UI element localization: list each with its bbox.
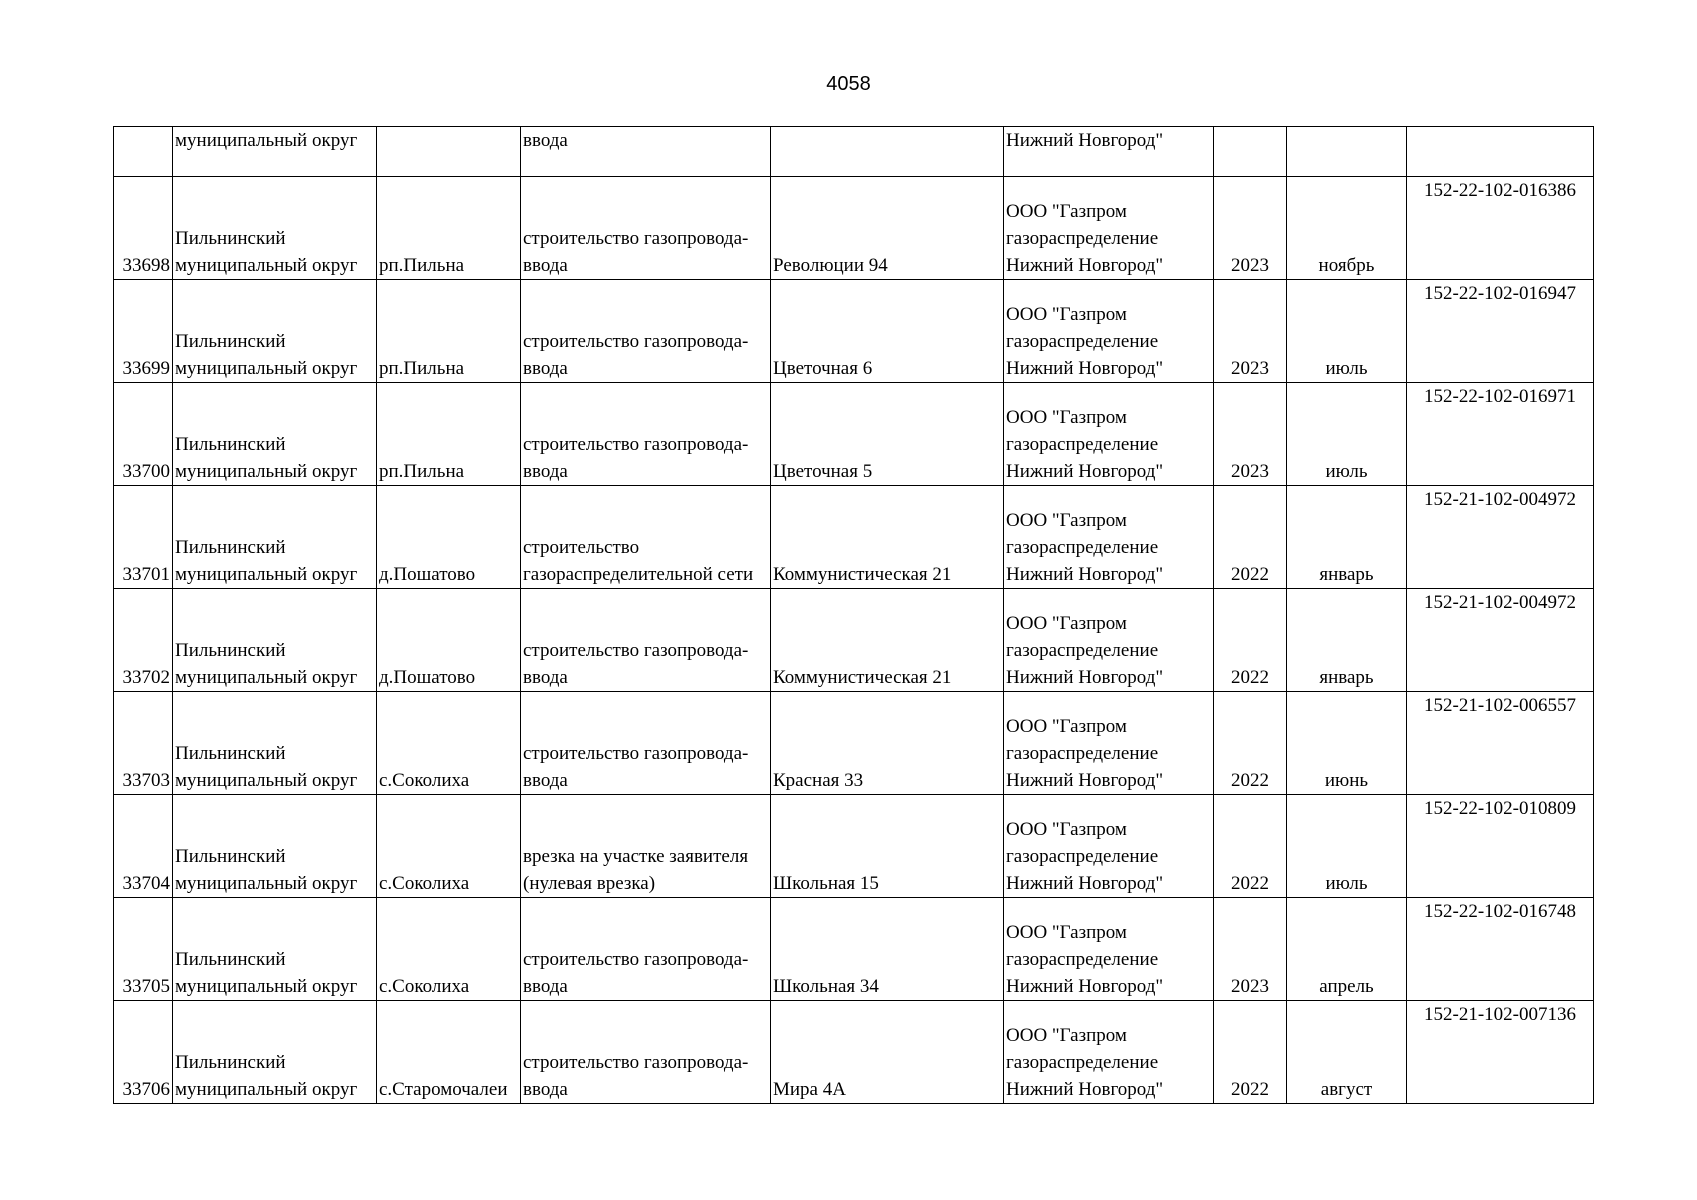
work-type-line-1: врезка на участке заявителя — [523, 846, 749, 867]
cell-district — [173, 280, 377, 383]
application-code: 152-21-102-004972 — [1424, 592, 1576, 613]
cell-code — [1407, 486, 1594, 589]
work-type-line-1: строительство газопровода- — [523, 434, 749, 455]
cell-year — [1214, 589, 1287, 692]
cell-district: муниципальный округ — [173, 127, 377, 177]
cell-month — [1287, 177, 1407, 280]
district-type: муниципальный округ — [175, 564, 358, 585]
cell-number — [114, 898, 173, 1001]
cell-settlement — [377, 589, 521, 692]
district-type: муниципальный округ — [175, 667, 358, 688]
district-type: муниципальный округ — [175, 976, 358, 997]
cell-code — [1407, 692, 1594, 795]
cell-district — [173, 795, 377, 898]
cell-number — [114, 795, 173, 898]
month-text: июль — [1325, 873, 1368, 894]
registry-table — [113, 126, 1594, 1104]
district-name: Пильнинский — [175, 640, 286, 661]
work-type-line-2: (нулевая врезка) — [523, 873, 656, 894]
org-line-3: Нижний Новгород" — [1006, 461, 1164, 482]
org-line-1: ООО "Газпром — [1006, 716, 1127, 737]
year-text: 2022 — [1231, 770, 1269, 791]
cell-settlement — [377, 486, 521, 589]
district-name: Пильнинский — [175, 537, 286, 558]
cell-settlement — [377, 898, 521, 1001]
cell-settlement — [377, 127, 521, 177]
cell-work-type — [521, 692, 771, 795]
cell-organization — [1004, 692, 1214, 795]
address-text: Коммунистическая 21 — [773, 667, 952, 688]
district-type: муниципальный округ — [175, 1079, 358, 1100]
cell-number — [114, 383, 173, 486]
org-line-3: Нижний Новгород" — [1006, 770, 1164, 791]
cell-month — [1287, 280, 1407, 383]
cell-month — [1287, 589, 1407, 692]
table-row — [114, 280, 1594, 383]
cell-number — [114, 1001, 173, 1104]
settlement-name: д.Пошатово — [379, 564, 476, 585]
cell-address — [771, 898, 1004, 1001]
org-line-1: ООО "Газпром — [1006, 201, 1127, 222]
work-type-line-2: газораспределительной сети — [523, 564, 754, 585]
application-code: 152-21-102-007136 — [1424, 1004, 1576, 1025]
month-text: июль — [1325, 358, 1368, 379]
cell-district — [173, 177, 377, 280]
cell-month — [1287, 486, 1407, 589]
table-row — [114, 383, 1594, 486]
cell-year — [1214, 692, 1287, 795]
settlement-name: с.Старомочалеи — [379, 1079, 508, 1100]
year-text: 2023 — [1231, 358, 1269, 379]
cell-number — [114, 280, 173, 383]
cell-month — [1287, 795, 1407, 898]
address-text: Цветочная 5 — [773, 461, 873, 482]
district-name: Пильнинский — [175, 331, 286, 352]
address-text: Коммунистическая 21 — [773, 564, 952, 585]
cell-district — [173, 898, 377, 1001]
org-line-1: ООО "Газпром — [1006, 407, 1127, 428]
month-text: июнь — [1324, 770, 1369, 791]
table-row — [114, 692, 1594, 795]
district-type: муниципальный округ — [175, 770, 358, 791]
work-type-line-2: ввода — [523, 461, 568, 482]
settlement-name: рп.Пильна — [379, 461, 465, 482]
table-row — [114, 486, 1594, 589]
month-text: январь — [1319, 564, 1374, 585]
district-type: муниципальный округ — [175, 873, 358, 894]
cell-month — [1287, 383, 1407, 486]
cell-year — [1214, 177, 1287, 280]
org-line-1: ООО "Газпром — [1006, 304, 1127, 325]
org-line-2: газораспределение — [1006, 228, 1159, 249]
settlement-name: рп.Пильна — [379, 255, 465, 276]
table-row — [114, 1001, 1594, 1104]
cell-address — [771, 383, 1004, 486]
cell-month — [1287, 692, 1407, 795]
org-line-3: Нижний Новгород" — [1006, 564, 1164, 585]
org-line-1: ООО "Газпром — [1006, 1025, 1127, 1046]
district-type: муниципальный округ — [175, 255, 358, 276]
district-name: Пильнинский — [175, 743, 286, 764]
year-text: 2022 — [1231, 873, 1269, 894]
application-code: 152-21-102-006557 — [1424, 695, 1576, 716]
cell-work-type — [521, 898, 771, 1001]
application-code: 152-22-102-016947 — [1424, 283, 1576, 304]
cell-district — [173, 383, 377, 486]
cell-district — [173, 692, 377, 795]
cell-address — [771, 280, 1004, 383]
cell-organization — [1004, 898, 1214, 1001]
table-body — [114, 127, 1594, 1104]
org-line-2: газораспределение — [1006, 743, 1159, 764]
year-text: 2023 — [1231, 976, 1269, 997]
org-line-1: ООО "Газпром — [1006, 613, 1127, 634]
cell-year — [1214, 1001, 1287, 1104]
month-text: ноябрь — [1318, 255, 1375, 276]
district-type: муниципальный округ — [175, 358, 358, 379]
cell-work-type — [521, 1001, 771, 1104]
row-number: 33699 — [122, 358, 170, 379]
page-number: 4058 — [826, 73, 871, 95]
cell-code — [1407, 383, 1594, 486]
settlement-name: с.Соколиха — [379, 873, 470, 894]
org-line-3: Нижний Новгород" — [1006, 976, 1164, 997]
district-name: Пильнинский — [175, 434, 286, 455]
cell-code — [1407, 795, 1594, 898]
cell-year — [1214, 280, 1287, 383]
cell-work-type — [521, 486, 771, 589]
cell-district — [173, 486, 377, 589]
district-type: муниципальный округ — [175, 461, 358, 482]
application-code: 152-22-102-016748 — [1424, 901, 1576, 922]
work-type-line-2: ввода — [523, 255, 568, 276]
table-row — [114, 177, 1594, 280]
settlement-name: д.Пошатово — [379, 667, 476, 688]
org-line-3: Нижний Новгород" — [1006, 667, 1164, 688]
month-text: апрель — [1319, 976, 1374, 997]
org-line-2: газораспределение — [1006, 434, 1159, 455]
org-line-3: Нижний Новгород" — [1006, 358, 1164, 379]
row-number: 33703 — [122, 770, 170, 791]
work-type-line-2: ввода — [523, 667, 568, 688]
work-type-line-1: строительство — [523, 537, 640, 558]
year-text: 2023 — [1231, 461, 1269, 482]
address-text: Красная 33 — [773, 770, 864, 791]
cell-year — [1214, 486, 1287, 589]
cell-number — [114, 177, 173, 280]
cell-settlement — [377, 795, 521, 898]
cell-year — [1214, 383, 1287, 486]
cell-address — [771, 486, 1004, 589]
district-name: Пильнинский — [175, 228, 286, 249]
year-text: 2023 — [1231, 255, 1269, 276]
cell-code — [1407, 127, 1594, 177]
cell-organization — [1004, 1001, 1214, 1104]
work-type-line-1: строительство газопровода- — [523, 331, 749, 352]
row-number: 33705 — [122, 976, 170, 997]
cell-address — [771, 589, 1004, 692]
work-type-line-1: строительство газопровода- — [523, 228, 749, 249]
cell-number — [114, 589, 173, 692]
org-line-2: газораспределение — [1006, 640, 1159, 661]
cell-address — [771, 177, 1004, 280]
row-number: 33704 — [122, 873, 170, 894]
cell-district — [173, 589, 377, 692]
cell-month — [1287, 1001, 1407, 1104]
org-line-2: газораспределение — [1006, 1052, 1159, 1073]
application-code: 152-22-102-010809 — [1424, 798, 1576, 819]
year-text: 2022 — [1231, 1079, 1269, 1100]
cell-organization — [1004, 795, 1214, 898]
work-type-line-2: ввода — [523, 976, 568, 997]
year-text: 2022 — [1231, 667, 1269, 688]
year-text: 2022 — [1231, 564, 1269, 585]
address-text: Цветочная 6 — [773, 358, 873, 379]
cell-organization — [1004, 383, 1214, 486]
work-type-line-1: строительство газопровода- — [523, 640, 749, 661]
cell-settlement — [377, 1001, 521, 1104]
cell-work-type — [521, 795, 771, 898]
org-line-1: ООО "Газпром — [1006, 922, 1127, 943]
cell-work-type — [521, 589, 771, 692]
cell-month — [1287, 127, 1407, 177]
cell-organization — [1004, 486, 1214, 589]
work-type-line-1: строительство газопровода- — [523, 743, 749, 764]
org-line-2: газораспределение — [1006, 537, 1159, 558]
settlement-name: с.Соколиха — [379, 976, 470, 997]
cell-address — [771, 1001, 1004, 1104]
cell-code — [1407, 589, 1594, 692]
work-type-line-2: ввода — [523, 770, 568, 791]
org-line-2: газораспределение — [1006, 331, 1159, 352]
cell-code — [1407, 177, 1594, 280]
cell-work-type: ввода — [521, 127, 771, 177]
address-text: Революции 94 — [773, 255, 888, 276]
cell-settlement — [377, 383, 521, 486]
table-row — [114, 898, 1594, 1001]
org-line-1: ООО "Газпром — [1006, 510, 1127, 531]
application-code: 152-21-102-004972 — [1424, 489, 1576, 510]
row-number: 33706 — [122, 1079, 170, 1100]
row-number: 33702 — [122, 667, 170, 688]
cell-number — [114, 692, 173, 795]
org-line-3: Нижний Новгород" — [1006, 873, 1164, 894]
cell-district — [173, 1001, 377, 1104]
row-number: 33698 — [122, 255, 170, 276]
cell-organization — [1004, 177, 1214, 280]
org-line-3: Нижний Новгород" — [1006, 1079, 1164, 1100]
cell-work-type — [521, 383, 771, 486]
district-name: Пильнинский — [175, 1052, 286, 1073]
settlement-name: с.Соколиха — [379, 770, 470, 791]
cell-address — [771, 795, 1004, 898]
row-number: 33700 — [122, 461, 170, 482]
cell-settlement — [377, 692, 521, 795]
address-text: Школьная 34 — [773, 976, 879, 997]
org-line-3: Нижний Новгород" — [1006, 255, 1164, 276]
work-type-line-2: ввода — [523, 1079, 568, 1100]
org-line-1: ООО "Газпром — [1006, 819, 1127, 840]
cell-organization — [1004, 589, 1214, 692]
table-row — [114, 589, 1594, 692]
cell-number — [114, 486, 173, 589]
work-type-line-1: строительство газопровода- — [523, 1052, 749, 1073]
cell-organization — [1004, 280, 1214, 383]
work-type-line-2: ввода — [523, 358, 568, 379]
cell-code — [1407, 1001, 1594, 1104]
org-line-2: газораспределение — [1006, 846, 1159, 867]
work-type-line-1: строительство газопровода- — [523, 949, 749, 970]
cell-month — [1287, 898, 1407, 1001]
cell-address — [771, 127, 1004, 177]
address-text: Мира 4А — [773, 1079, 846, 1100]
org-line-2: газораспределение — [1006, 949, 1159, 970]
table-row-continuation — [114, 127, 1594, 177]
cell-code — [1407, 280, 1594, 383]
cell-settlement — [377, 280, 521, 383]
cell-organization: Нижний Новгород" — [1004, 127, 1214, 177]
month-text: январь — [1319, 667, 1374, 688]
address-text: Школьная 15 — [773, 873, 879, 894]
settlement-name: рп.Пильна — [379, 358, 465, 379]
table-row — [114, 795, 1594, 898]
cell-code — [1407, 898, 1594, 1001]
application-code: 152-22-102-016386 — [1424, 180, 1576, 201]
row-number: 33701 — [122, 564, 170, 585]
district-name: Пильнинский — [175, 949, 286, 970]
application-code: 152-22-102-016971 — [1424, 386, 1576, 407]
cell-work-type — [521, 177, 771, 280]
month-text: июль — [1325, 461, 1368, 482]
month-text: август — [1320, 1079, 1373, 1100]
cell-year — [1214, 127, 1287, 177]
cell-address — [771, 692, 1004, 795]
cell-work-type — [521, 280, 771, 383]
district-name: Пильнинский — [175, 846, 286, 867]
cell-year — [1214, 898, 1287, 1001]
cell-year — [1214, 795, 1287, 898]
cell-number — [114, 127, 173, 177]
cell-settlement — [377, 177, 521, 280]
